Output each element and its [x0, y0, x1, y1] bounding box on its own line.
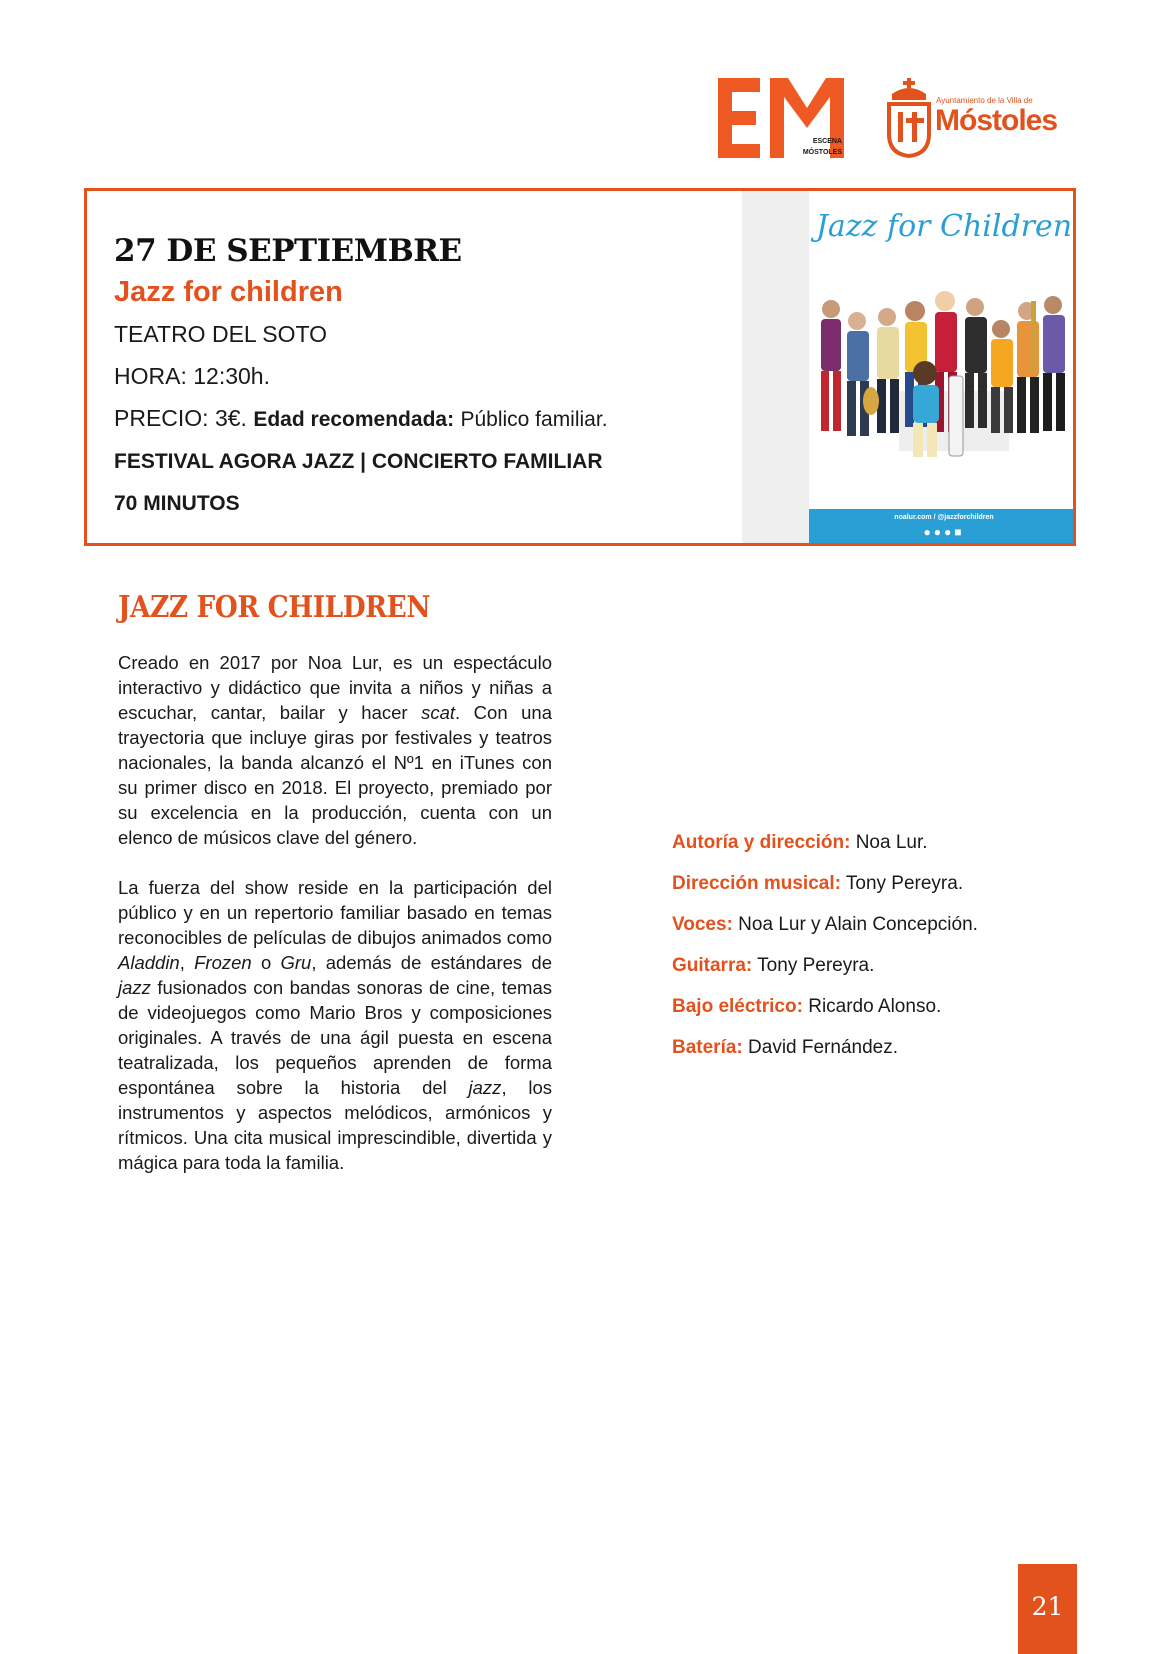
logo-text-escena: ESCENA: [812, 138, 842, 145]
credit-item: Autoría y dirección: Noa Lur.: [672, 832, 928, 853]
band-photo: [809, 281, 1076, 471]
logo-ayuntamiento-text: Ayuntamiento de la Villa de: [936, 96, 1033, 105]
facebook-icon: ●: [923, 525, 934, 539]
page-number: 21: [1018, 1564, 1077, 1654]
event-venue: TEATRO DEL SOTO: [114, 321, 327, 347]
credit-item: Dirección musical: Tony Pereyra.: [672, 873, 964, 894]
description-paragraph-2: La fuerza del show reside en la participación del público y en un repertorio familiar basado en temas reconocibles de películas de dibujos animados como Aladdin, Frozen o Gru, además de estándares de jazz fusionados con bandas sonoras de cine, temas de videojuegos como Mario Bros y composiciones originales. A través de una ágil puesta en escena teatralizada, los pequeños aprenden de forma espontánea sobre la historia del jazz, los instrumentos y aspectos melódicos, armónicos y rítmicos. Una cita musical imprescindible, divertida y mágica para toda la familia.: [118, 877, 552, 1173]
poster-footer: [809, 509, 1076, 546]
hora-value: 12:30h.: [193, 363, 270, 389]
logo-text-mostoles: MÓSTOLES: [802, 149, 842, 156]
event-time: [114, 355, 734, 397]
credit-item: Batería: David Fernández.: [672, 1037, 898, 1058]
precio-value: 3€.: [214, 405, 247, 431]
event-date: 27 DE SEPTIEMBRE: [114, 233, 462, 269]
social-icons: [809, 525, 1076, 539]
spotify-icon: ●: [944, 525, 955, 539]
description-paragraph-1: Creado en 2017 por Noa Lur, es un espectáculo interactivo y didáctico que invita a niños y niñas a escuchar, cantar, bailar y hacer scat. Con una trayectoria que incluye giras por festivales y teatros nacionales, la banda alcanzó el Nº1 en iTunes con su primer disco en 2018. El proyecto, premiado por su excelencia en la producción, cuenta con un elenco de músicos clave del género.: [118, 652, 552, 848]
logo-mostoles-name: Móstoles: [935, 104, 1058, 137]
youtube-icon: ■: [954, 525, 965, 539]
poster-title: Jazz for Children: [815, 209, 1073, 244]
credit-item: Voces: Noa Lur y Alain Concepción.: [672, 914, 978, 935]
event-info: [114, 231, 734, 525]
description-body: [118, 650, 552, 1200]
event-title: Jazz for children: [114, 276, 343, 308]
edad-label: Edad recomendada:: [253, 408, 455, 431]
event-poster: [809, 191, 1076, 546]
credit-item: Bajo eléctrico: Ricardo Alonso.: [672, 996, 942, 1017]
escena-mostoles-logo: [718, 78, 848, 158]
credit-item: Guitarra: Tony Pereyra.: [672, 955, 875, 976]
event-duration: 70 MINUTOS: [114, 492, 240, 515]
event-card: [84, 188, 1076, 546]
event-category: FESTIVAL AGORA JAZZ | CONCIERTO FAMILIAR: [114, 450, 603, 473]
hora-label: HORA:: [114, 363, 187, 389]
edad-value: Público familiar.: [460, 408, 608, 431]
crest-icon: [886, 78, 932, 158]
event-price: [114, 397, 734, 441]
precio-label: PRECIO:: [114, 405, 209, 431]
credits-list: [672, 822, 1032, 1068]
ayuntamiento-mostoles-logo: [880, 78, 1058, 158]
instagram-icon: ●: [933, 525, 944, 539]
description-heading: JAZZ FOR CHILDREN: [118, 590, 431, 625]
poster-url: noalur.com / @jazzforchildren: [894, 514, 994, 521]
